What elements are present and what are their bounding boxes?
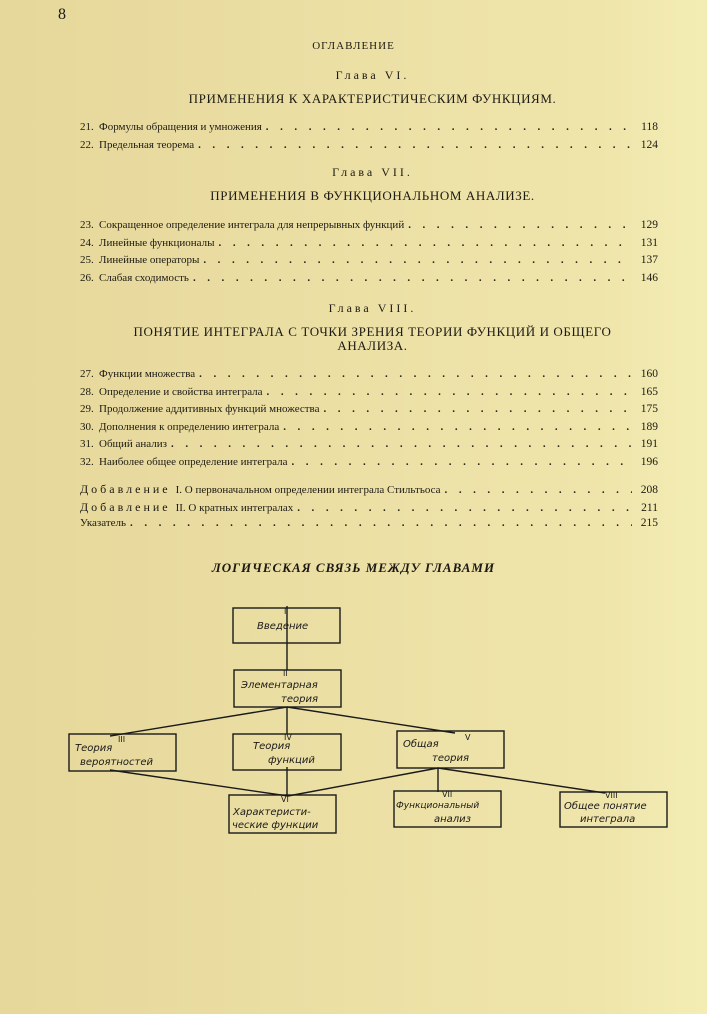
entry-label: Указатель [80, 517, 127, 529]
entry-page: 196 [640, 455, 658, 468]
chapter-title: ПРИМЕНЕНИЯ В ФУНКЦИОНАЛЬНОМ АНАЛИЗЕ. [210, 188, 535, 203]
entry-title: Слабая сходимость [99, 271, 189, 284]
entry-title: Дополнения к определению интеграла [99, 420, 280, 433]
node-III-label-2: вероятностей [80, 757, 153, 768]
node-II-label-1: Элементарная [241, 680, 318, 691]
entry-number: 31. [80, 438, 94, 450]
entry-title: II. О кратных интегралах [175, 501, 294, 514]
entry-page: 211 [641, 501, 658, 514]
entry-title: Предельная теорема [99, 138, 195, 151]
entry-title: I. О первоначальном определении интеграла Стильтьоса [175, 484, 441, 496]
entry-page: 118 [641, 121, 658, 133]
node-IV-label-2: функций [268, 755, 315, 766]
roman-III: III [118, 735, 126, 744]
roman-I: I [284, 607, 287, 616]
entry-number: 28. [80, 385, 94, 398]
chapter-label: Глава VIII. [328, 301, 417, 315]
running-head: ОГЛАВЛЕНИЕ [312, 40, 395, 52]
entry-number: 30. [80, 420, 94, 433]
entry-title: Линейные операторы [99, 254, 200, 266]
entry-page: 160 [640, 368, 658, 380]
entry-page: 189 [640, 420, 658, 433]
entry-label: Добавление [80, 482, 171, 496]
entry-title: Определение и свойства интеграла [99, 385, 263, 398]
entry-number: 24. [80, 236, 94, 249]
node-VII-label-2: анализ [434, 814, 472, 825]
node-VIII-label-1: Общее понятие [564, 801, 647, 812]
entry-title: Продолжение аддитивных функций множества [99, 403, 320, 415]
entry-title: Сокращенное определение интеграла для непрерывных функций [99, 219, 405, 231]
entry-number: 26. [80, 271, 94, 284]
entry-number: 21. [80, 121, 94, 133]
entry-title: Функции множества [99, 368, 196, 380]
diagram-title: ЛОГИЧЕСКАЯ СВЯЗЬ МЕЖДУ ГЛАВАМИ [211, 560, 496, 575]
entry-page: 146 [640, 271, 658, 284]
entry-page: 191 [640, 438, 658, 450]
chapter-label: Глава VI. [335, 68, 410, 82]
roman-IV: IV [284, 733, 292, 742]
entry-page: 175 [640, 403, 658, 415]
entry-page: 124 [640, 138, 658, 151]
node-III-label-1: Теория [75, 743, 113, 754]
entry-title: Наиболее общее определение интеграла [99, 455, 288, 468]
chapter-title-cont: АНАЛИЗА. [337, 338, 408, 353]
entry-number: 22. [80, 138, 94, 151]
entry-page: 137 [640, 254, 658, 266]
node-VI-label-2: ческие функции [232, 820, 319, 831]
node-VII-label-1: Функциональный [396, 801, 480, 811]
roman-VI: VI [281, 795, 289, 804]
entry-title: Формулы обращения и умножения [99, 121, 262, 133]
roman-VIII: VIII [605, 791, 618, 800]
node-IV-label-1: Теория [253, 741, 291, 752]
node-V-label-2: теория [432, 753, 469, 764]
node-VIII-label-2: интеграла [580, 814, 636, 825]
node-V-label-1: Общая [403, 739, 439, 750]
entry-number: 27. [80, 368, 94, 380]
entry-number: 29. [80, 403, 94, 415]
entry-number: 25. [80, 254, 94, 266]
roman-II: II [283, 669, 288, 678]
node-I-label: Введение [257, 621, 309, 632]
chapter-title: ПРИМЕНЕНИЯ К ХАРАКТЕРИСТИЧЕСКИМ ФУНКЦИЯМ. [188, 91, 557, 106]
entry-page: 208 [640, 484, 658, 496]
chapter-title: ПОНЯТИЕ ИНТЕГРАЛА С ТОЧКИ ЗРЕНИЯ ТЕОРИИ ФУНКЦИЙ И ОБЩЕГО [133, 324, 612, 339]
roman-V: V [465, 733, 471, 742]
entry-number: 23. [80, 219, 94, 231]
entry-title: Линейные функционалы [99, 236, 215, 249]
roman-VII: VII [442, 790, 453, 799]
entry-page: 129 [640, 219, 658, 231]
entry-label: Добавление [80, 499, 171, 514]
chapter-label: Глава VII. [332, 165, 413, 179]
entry-page: 215 [640, 517, 658, 529]
entry-title: Общий анализ [99, 438, 168, 450]
page-number: 8 [58, 6, 66, 23]
entry-number: 32. [80, 455, 94, 468]
entry-page: 131 [640, 236, 658, 249]
node-II-label-2: теория [281, 694, 318, 705]
entry-page: 165 [640, 385, 658, 398]
node-VI-label-1: Характеристи- [233, 807, 311, 818]
